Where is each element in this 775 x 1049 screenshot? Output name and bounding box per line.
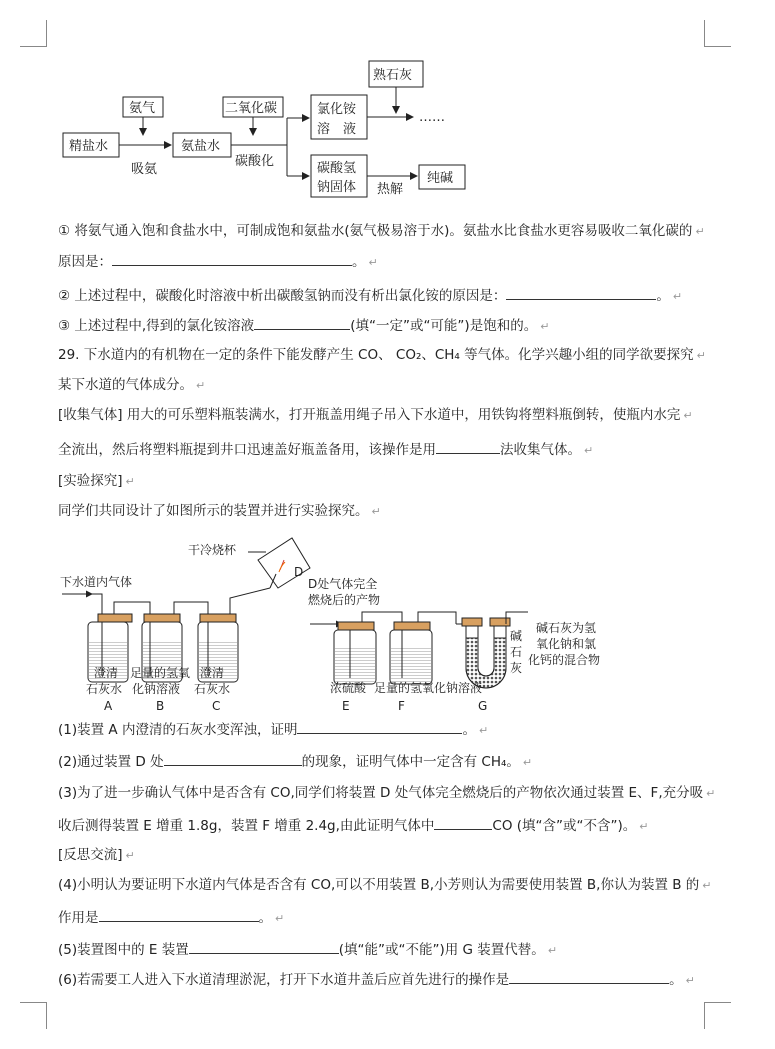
paragraph-mark-icon: ↵ [683,409,693,422]
letter-e: E [342,699,350,713]
text-line-3-content: ② 上述过程中，碳酸化时溶液中析出碳酸氢钠而没有析出氯化铵的原因是： [58,288,507,304]
text-line-10-content: 同学们共同设计了如图所示的装置并进行实验探究。 [58,503,369,519]
text-line-11-content: (1)装置 A 内澄清的石灰水变浑浊，证明 [58,722,298,738]
text-line-7-content: [收集气体] 用大的可乐塑料瓶装满水，打开瓶盖用绳子吊入下水道中，用铁钩将塑料瓶倒转，使瓶内水完 [58,407,681,423]
text-line-19-suffix: 。 [669,972,683,988]
bottle-f [390,612,456,684]
label-a-liquid-2: 石灰水 [86,682,123,696]
paragraph-mark-icon: ↵ [639,820,649,833]
text-line-14 [58,816,649,836]
paragraph-mark-icon: ↵ [125,849,135,862]
label-eryanghuatan: 二氧化碳 [225,101,278,116]
text-line-18-suffix: (填“能”或“不能”)用 G 装置代替。 [338,942,545,958]
text-line-2-suffix: 。 [352,254,366,270]
answer-blank[interactable] [436,440,500,454]
paragraph-mark-icon: ↵ [478,724,489,737]
label-g-note-2: 氧化钠和氯 [536,637,597,651]
letter-g: G [478,699,488,713]
text-line-5 [58,346,706,365]
label-b-liquid-1: 足量的氢氧 [130,666,191,680]
text-line-1 [58,222,705,241]
paragraph-mark-icon: ↵ [685,974,695,987]
text-line-8-suffix: 法收集气体。 [500,442,581,458]
paragraph-mark-icon: ↵ [540,320,550,333]
text-line-3 [58,286,682,306]
paragraph-mark-icon: ↵ [706,787,716,800]
paragraph-mark-icon: ↵ [371,505,381,518]
answer-blank[interactable] [506,286,656,300]
label-tansuanqing-2: 钠固体 [317,180,357,195]
text-line-13-content: (3)为了进一步确认气体中是否含有 CO,同学们将装置 D 处气体完全燃烧后的产物依次通过装置 E、F,充分吸 [58,785,704,801]
text-line-14-suffix: CO (填“含”或“不含”)。 [492,818,637,834]
answer-blank[interactable] [112,252,352,266]
answer-blank[interactable] [99,908,259,922]
text-line-16 [58,876,712,895]
label-jingyanshui: 精盐水 [69,139,109,154]
label-d: D [294,565,304,579]
letter-c: C [212,699,221,713]
text-line-7 [58,406,693,425]
label-b-liquid-2: 化钠溶液 [132,682,181,696]
text-line-4-content: ③ 上述过程中,得到的氯化铵溶液 [58,318,255,334]
text-line-9-content: [实验探究] [58,473,123,489]
text-line-19 [58,970,695,990]
label-gan-leng-shaobei: 干冷烧杯 [188,543,237,557]
gas-test-apparatus-diagram [58,528,638,714]
answer-blank[interactable] [297,720,462,734]
label-d-chanwu-1: D处气体完全 [308,577,378,591]
text-line-17-content: 作用是 [58,910,99,926]
label-d-chanwu-2: 燃烧后的产物 [308,593,381,607]
text-line-12-content: (2)通过装置 D 处 [58,754,164,770]
text-line-10 [58,502,381,521]
letter-a: A [104,699,113,713]
label-dots: …… [419,110,445,125]
ammonia-soda-flow-diagram [55,55,495,205]
label-xian: 吸氨 [131,162,158,177]
label-e-liquid: 浓硫酸 [330,681,367,695]
text-line-4 [58,316,549,336]
paragraph-mark-icon: ↵ [547,944,558,957]
text-line-3-suffix: 。 [656,288,670,304]
label-f-liquid: 足量的氢氧化钠溶液 [374,681,483,695]
text-line-12 [58,752,532,772]
paragraph-mark-icon: ↵ [368,256,378,269]
text-line-8 [58,440,593,460]
text-line-2-content: 原因是： [58,254,112,270]
label-shi: 石 [510,645,523,659]
text-line-6-content: 某下水道的气体成分。 [58,377,193,393]
label-lvhuaan-2: 溶 液 [317,122,357,137]
label-tansuanqing-1: 碳酸氢 [317,161,357,176]
label-chunjian: 纯碱 [427,171,454,186]
answer-blank[interactable] [189,940,339,954]
label-a-liquid-1: 澄清 [94,666,119,680]
text-line-9 [58,472,135,491]
label-hui: 灰 [510,661,523,675]
label-g-note-3: 化钙的混合物 [528,653,601,667]
text-line-5-content: 29. 下水道内的有机物在一定的条件下能发酵产生 CO、 CO₂、CH₄ 等气体。化学兴趣小组的同学欲要探究 [58,347,694,363]
paragraph-mark-icon: ↵ [275,912,285,925]
paragraph-mark-icon: ↵ [696,349,706,362]
letter-b: B [156,699,165,713]
text-line-1-content: ① 将氨气通入饱和食盐水中，可制成饱和氨盐水(氨气极易溶于水)。氨盐水比食盐水更容易吸收二氧化碳的 [58,223,693,239]
text-line-13 [58,784,715,803]
paragraph-mark-icon: ↵ [672,290,683,303]
crop-mark-top-left [20,20,47,47]
text-line-18 [58,940,557,960]
label-c-liquid-2: 石灰水 [194,682,231,696]
crop-mark-bottom-left [20,1002,47,1029]
label-anqi: 氨气 [129,101,156,116]
text-line-11 [58,720,488,740]
label-anyanshui: 氨盐水 [181,139,221,154]
text-line-17 [58,908,284,928]
label-c-liquid-1: 澄清 [200,666,225,680]
text-line-16-content: (4)小明认为要证明下水道内气体是否含有 CO,可以不用装置 B,小芳则认为需要使用装置 B,你认为装置 B 的 [58,877,700,893]
text-line-18-content: (5)装置图中的 E 装置 [58,942,189,958]
letter-f: F [398,699,405,713]
text-line-12-suffix: 的现象，证明气体中一定含有 CH₄。 [301,754,520,770]
paragraph-mark-icon: ↵ [196,379,206,392]
answer-blank[interactable] [509,970,669,984]
text-line-19-content: (6)若需要工人进入下水道清理淤泥，打开下水道井盖后应首先进行的操作是 [58,972,510,988]
text-line-15 [58,846,135,865]
answer-blank[interactable] [434,816,492,830]
label-shushihui: 熟石灰 [373,68,413,83]
crop-mark-bottom-right [704,1002,731,1029]
text-line-2 [58,252,378,272]
text-line-6 [58,376,205,395]
paragraph-mark-icon: ↵ [522,756,533,769]
text-line-17-suffix: 。 [258,910,272,926]
label-tansuanhua: 碳酸化 [235,154,275,169]
text-line-11-suffix: 。 [462,722,476,738]
answer-blank[interactable] [164,752,302,766]
paragraph-mark-icon: ↵ [702,879,712,892]
label-jian: 碱 [510,629,523,643]
label-g-note-1: 碱石灰为氢 [536,621,597,635]
text-line-15-content: [反思交流] [58,847,123,863]
paragraph-mark-icon: ↵ [584,444,594,457]
crop-mark-top-right [704,20,731,47]
paragraph-mark-icon: ↵ [695,225,705,238]
paragraph-mark-icon: ↵ [125,475,135,488]
label-lvhuaan-1: 氯化铵 [317,102,357,117]
beaker-d [258,538,310,588]
label-rejie: 热解 [377,182,404,197]
text-line-14-content: 收后测得装置 E 增重 1.8g，装置 F 增重 2.4g,由此证明气体中 [58,818,435,834]
label-xiashuidao-qiti: 下水道内气体 [60,575,133,589]
answer-blank[interactable] [254,316,350,330]
text-line-4-suffix: (填“一定”或“可能”)是饱和的。 [350,318,538,334]
text-line-8-content: 全流出，然后将塑料瓶提到井口迅速盖好瓶盖备用，该操作是用 [58,442,436,458]
